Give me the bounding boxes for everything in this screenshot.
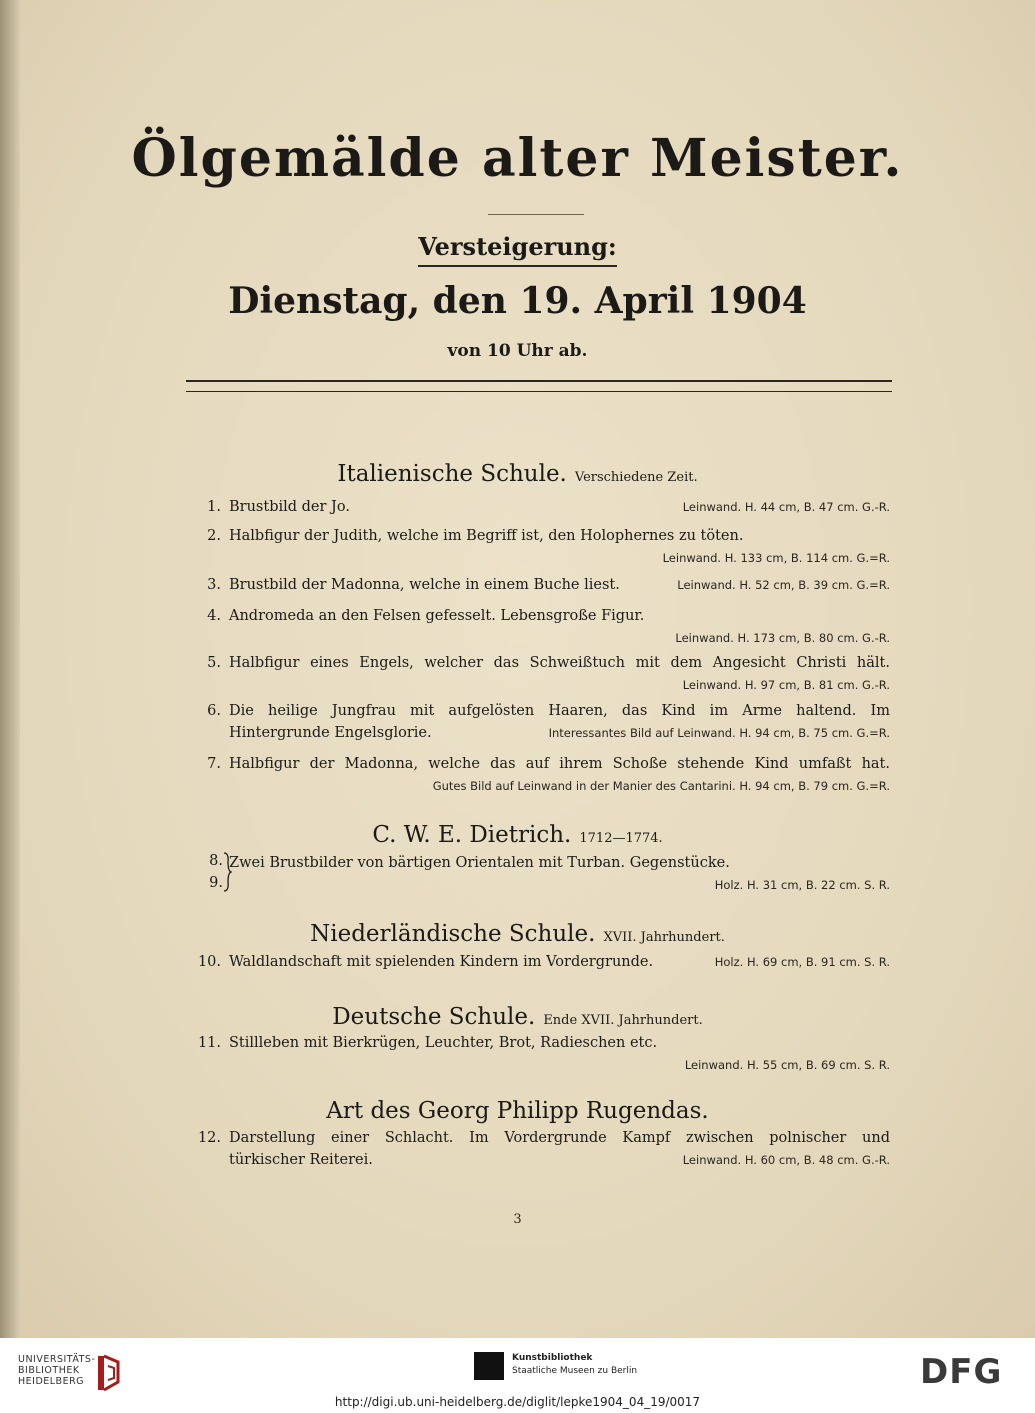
section-subtitle: Verschiedene Zeit. bbox=[574, 470, 698, 485]
item-title-continued bbox=[229, 722, 890, 744]
list-item bbox=[195, 1127, 890, 1171]
list-item bbox=[195, 496, 890, 518]
item-number: 10. bbox=[197, 954, 221, 970]
section-subtitle: XVII. Jahrhundert. bbox=[603, 930, 725, 945]
item-details: Holz. H. 31 cm, B. 22 cm. S. R. bbox=[714, 878, 890, 892]
item-title: Halbfigur eines Engels, welcher das Schweißtuch mit dem Angesicht Christi hält. bbox=[229, 655, 890, 671]
library-title: Kunstbibliothek bbox=[512, 1353, 593, 1363]
item-title: Brustbild der Jo. bbox=[229, 499, 350, 515]
section-title: C. W. E. Dietrich. bbox=[372, 822, 572, 848]
list-item bbox=[195, 574, 890, 596]
section-heading bbox=[0, 921, 1035, 947]
item-title: Darstellung einer Schlacht. Im Vordergrunde Kampf zwischen polnischer und bbox=[229, 1130, 890, 1146]
section-title: Deutsche Schule. bbox=[332, 1004, 536, 1030]
footer-bar bbox=[0, 1338, 1035, 1413]
item-number: 9. bbox=[209, 875, 223, 891]
item-details: Leinwand. H. 173 cm, B. 80 cm. G.-R. bbox=[675, 631, 890, 645]
list-item bbox=[195, 852, 890, 896]
kunstbibliothek-logo-icon[interactable] bbox=[474, 1352, 504, 1380]
section-subtitle: 1712—1774. bbox=[579, 831, 663, 846]
university-line: HEIDELBERG bbox=[18, 1376, 85, 1387]
list-item bbox=[195, 652, 890, 696]
item-title: Stillleben mit Bierkrügen, Leuchter, Brot, Radieschen etc. bbox=[229, 1035, 658, 1051]
item-number: 8. bbox=[209, 853, 223, 869]
list-item bbox=[195, 525, 890, 569]
section-subtitle: Ende XVII. Jahrhundert. bbox=[543, 1013, 703, 1028]
item-details: Gutes Bild auf Leinwand in der Manier des Cantarini. H. 94 cm, B. 79 cm. G.=R. bbox=[432, 779, 890, 793]
document-url-link[interactable]: http://digi.ub.uni-heidelberg.de/diglit/lepke1904_04_19/0017 bbox=[334, 1395, 701, 1409]
title-divider bbox=[488, 214, 584, 215]
university-library-label[interactable] bbox=[18, 1354, 95, 1387]
auction-time: von 10 Uhr ab. bbox=[447, 341, 588, 361]
section-title: Art des Georg Philipp Rugendas. bbox=[326, 1098, 709, 1124]
item-title: Die heilige Jungfrau mit aufgelösten Haaren, das Kind im Arme haltend. Im bbox=[229, 703, 890, 719]
section-heading bbox=[0, 461, 1035, 487]
item-title-line2: Hintergrunde Engelsglorie. bbox=[229, 725, 432, 741]
section-heading bbox=[0, 1004, 1035, 1030]
item-details: Leinwand. H. 55 cm, B. 69 cm. S. R. bbox=[684, 1058, 890, 1072]
item-title: Halbfigur der Judith, welche im Begriff ist, den Holophernes zu töten. bbox=[229, 528, 744, 544]
item-details: Leinwand. H. 133 cm, B. 114 cm. G.=R. bbox=[662, 551, 890, 565]
auction-label-text: Versteigerung: bbox=[418, 232, 617, 267]
section-heading bbox=[0, 1098, 1035, 1124]
list-item bbox=[195, 951, 890, 973]
auction-label bbox=[0, 232, 1035, 261]
section-title: Niederländische Schule. bbox=[310, 921, 596, 947]
university-line: BIBLIOTHEK bbox=[18, 1365, 80, 1376]
item-title: Brustbild der Madonna, welche in einem Buche liest. bbox=[229, 577, 620, 593]
list-item bbox=[195, 1032, 890, 1076]
item-details: Leinwand. H. 97 cm, B. 81 cm. G.-R. bbox=[682, 678, 890, 692]
item-number: 5. bbox=[207, 655, 221, 671]
list-item bbox=[195, 700, 890, 744]
university-logo-icon[interactable] bbox=[96, 1352, 122, 1392]
item-number: 12. bbox=[197, 1130, 221, 1146]
header-double-rule bbox=[186, 380, 892, 392]
item-title: Andromeda an den Felsen gefesselt. Lebensgroße Figur. bbox=[229, 608, 645, 624]
list-item bbox=[195, 753, 890, 797]
item-details: Leinwand. H. 52 cm, B. 39 cm. G.=R. bbox=[677, 578, 890, 592]
dfg-logo[interactable]: DFG bbox=[920, 1352, 1003, 1392]
item-number: 2. bbox=[207, 528, 221, 544]
item-details: Leinwand. H. 60 cm, B. 48 cm. G.-R. bbox=[682, 1153, 890, 1167]
item-number: 1. bbox=[207, 499, 221, 515]
item-number: 11. bbox=[197, 1035, 221, 1051]
item-number: 7. bbox=[207, 756, 221, 772]
list-item bbox=[195, 605, 890, 649]
item-number: 6. bbox=[207, 703, 221, 719]
page-number: 3 bbox=[513, 1212, 522, 1227]
item-details: Interessantes Bild auf Leinwand. H. 94 cm, B. 75 cm. G.=R. bbox=[548, 726, 890, 740]
university-line: UNIVERSITÄTS- bbox=[18, 1354, 96, 1365]
section-title: Italienische Schule. bbox=[337, 461, 567, 487]
item-title-line2: türkischer Reiterei. bbox=[229, 1152, 373, 1168]
item-title: Halbfigur der Madonna, welche das auf ihrem Schoße stehende Kind umfaßt hat. bbox=[229, 756, 890, 772]
item-number: 4. bbox=[207, 608, 221, 624]
page-title: Ölgemälde alter Meister. bbox=[131, 128, 904, 189]
item-title-continued bbox=[229, 1149, 890, 1171]
library-subtitle: Staatliche Museen zu Berlin bbox=[512, 1366, 638, 1376]
item-number: 3. bbox=[207, 577, 221, 593]
item-title: Zwei Brustbilder von bärtigen Orientalen mit Turban. Gegenstücke. bbox=[229, 855, 730, 871]
item-title: Waldlandschaft mit spielenden Kindern im Vordergrunde. bbox=[229, 954, 654, 970]
item-details: Leinwand. H. 44 cm, B. 47 cm. G.-R. bbox=[682, 500, 890, 514]
item-details: Holz. H. 69 cm, B. 91 cm. S. R. bbox=[714, 955, 890, 969]
section-heading bbox=[0, 822, 1035, 848]
auction-date: Dienstag, den 19. April 1904 bbox=[228, 280, 807, 322]
